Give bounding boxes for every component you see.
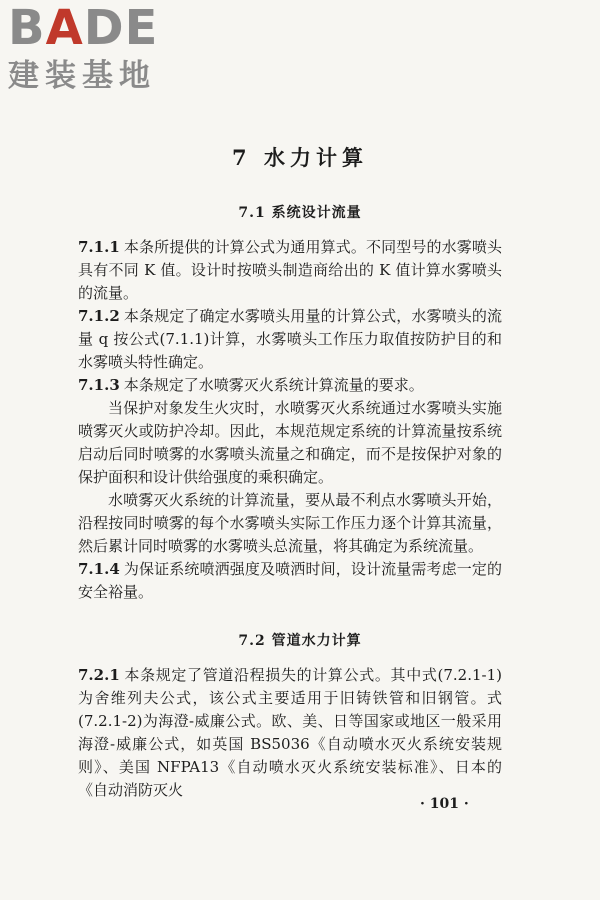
clause-paragraph [78,664,502,802]
clause-paragraph [78,305,502,374]
section-body-7-1 [78,236,502,604]
section-title-7-2: 7.2 管道水力计算 [238,633,362,649]
logo-letter-a: A [45,0,84,56]
body-paragraph: 当保护对象发生火灾时，水喷雾灭火系统通过水雾喷头实施喷雾灭火或防护冷却。因此，本规范规定系统的计算流量按系统启动后同时喷雾的水雾喷头流量之和确定，而不是按保护对象的保护面积和设计供给强度的乘积确定。 [78,399,502,486]
clause-text: 本条所提供的计算公式为通用算式。不同型号的水雾喷头具有不同 K 值。设计时按喷头制造商给出的 K 值计算水雾喷头的流量。 [78,238,502,302]
clause-paragraph [78,558,502,604]
chapter-title: 7 水力计算 [232,145,368,170]
section-title-7-1: 7.1 系统设计流量 [238,205,362,221]
logo-letters-de: DE [83,0,159,56]
clause-number: 7.2.1 [78,666,120,684]
clause-text: 为保证系统喷洒强度及喷洒时间，设计流量需考虑一定的安全裕量。 [78,560,502,601]
page-number: · 101 · [420,796,469,812]
clause-text: 本条规定了管道沿程损失的计算公式。其中式(7.2.1-1)为舍维列夫公式，该公式主要适用于旧铸铁管和旧钢管。式(7.2.1-2)为海澄-威廉公式。欧、美、日等国家或地区一般采用海澄-威廉公式，如英国 BS5036《自动喷水灭火系统安装规则》、美国 NFPA13《自动喷水灭火系统安装标准》、日本的《自动消防灭火 [78,666,502,799]
logo-letter-b: B [8,0,46,56]
clause-paragraph [78,236,502,305]
logo-subtitle: 建装基地 [8,58,156,94]
clause-number: 7.1.3 [78,376,120,394]
clause-text: 本条规定了确定水雾喷头用量的计算公式，水雾喷头的流量 q 按公式(7.1.1)计算，水雾喷头工作压力取值按防护目的和水雾喷头特性确定。 [78,307,502,371]
clause-text: 本条规定了水喷雾灭火系统计算流量的要求。 [123,376,424,394]
clause-number: 7.1.1 [78,238,120,256]
clause-number: 7.1.4 [78,560,120,578]
logo-wordmark [8,2,178,54]
bade-logo [8,2,178,94]
clause-paragraph [78,374,502,397]
body-paragraph: 水喷雾灭火系统的计算流量，要从最不利点水雾喷头开始，沿程按同时喷雾的每个水雾喷头实际工作压力逐个计算其流量，然后累计同时喷雾的水雾喷头总流量，将其确定为系统流量。 [78,491,502,555]
section-body-7-2 [78,664,502,802]
clause-number: 7.1.2 [78,307,120,325]
